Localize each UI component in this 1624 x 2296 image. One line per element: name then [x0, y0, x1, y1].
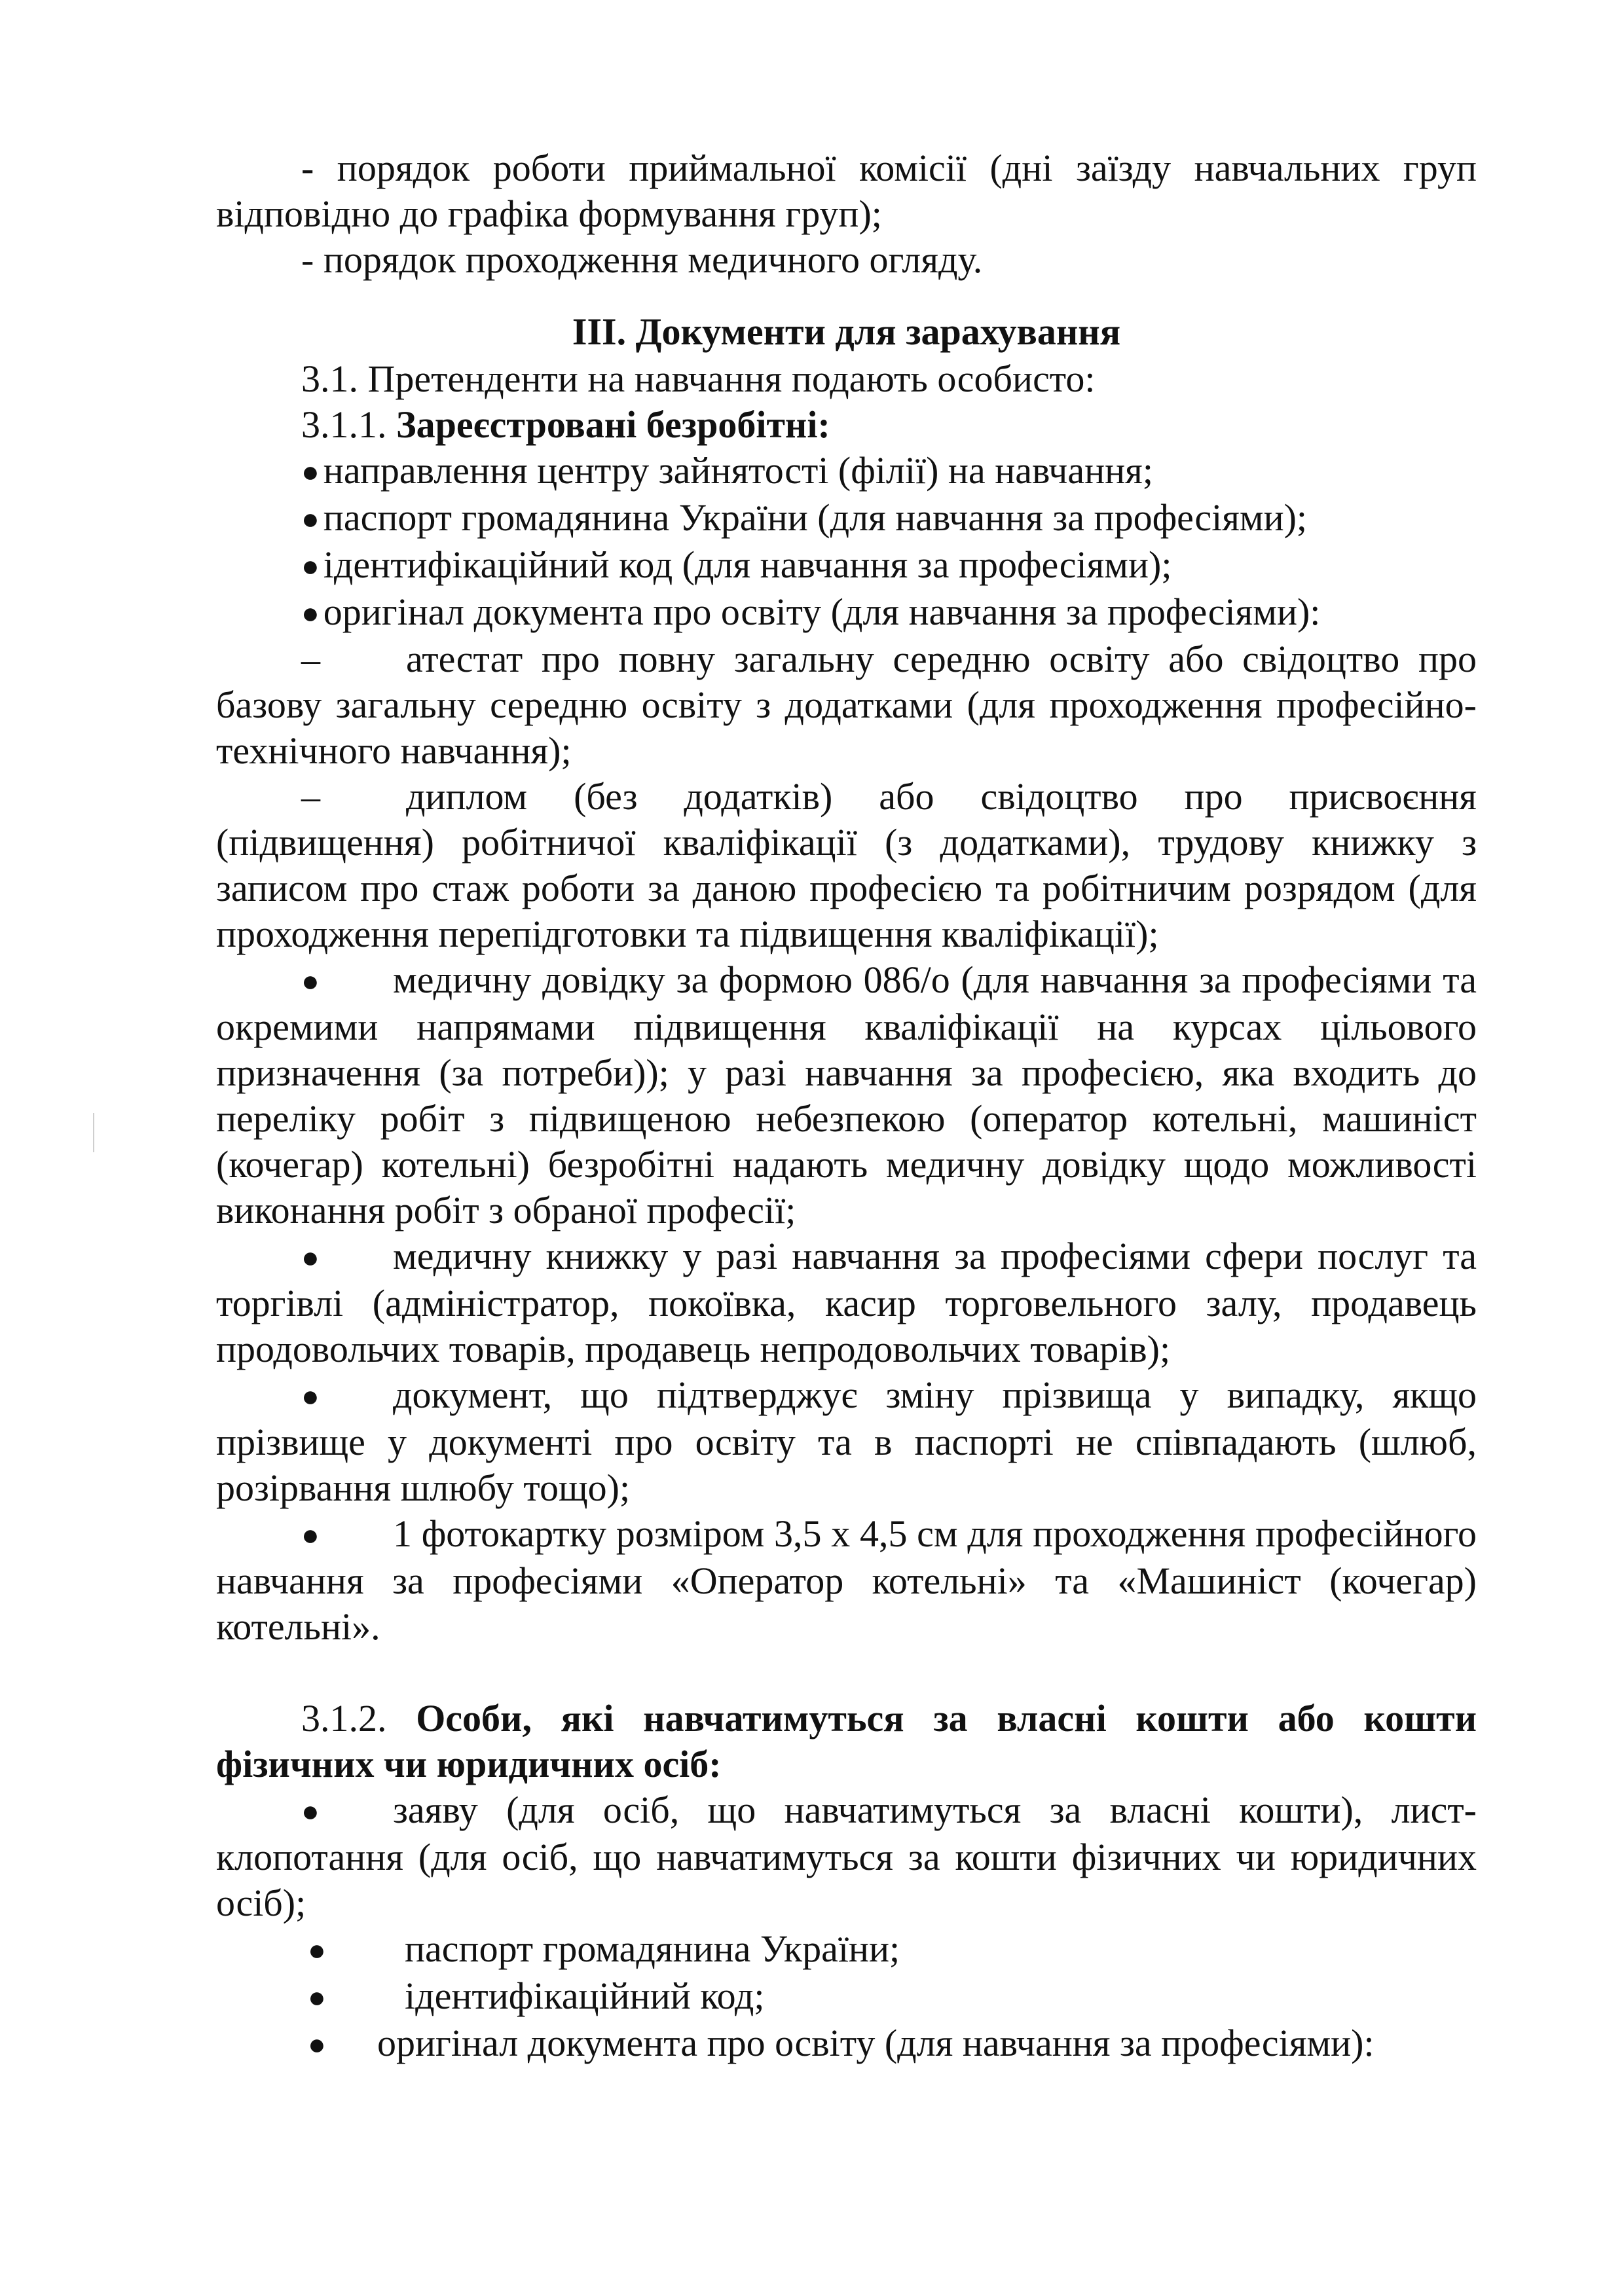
list-item — [216, 1511, 1477, 1650]
document-body — [216, 145, 1477, 2068]
list-item-text: документ, що підтверджує зміну прізвища у випадку, якщо прізвище у документі про освіту та в паспорті не співпадають (шлюб, розірвання шлюбу тощо); — [216, 1374, 1477, 1509]
list-item-text: заяву (для осіб, що навчатимуться за власні кошти), лист-клопотання (для осіб, що навчатимуться за кошти фізичних чи юридичних осіб); — [216, 1789, 1477, 1924]
list-item — [216, 542, 1477, 589]
list-item-text: ідентифікаційний код; — [405, 1975, 765, 2017]
list-item — [216, 1233, 1477, 1372]
clause-3-1-1-number: 3.1.1. — [301, 403, 387, 446]
clause-3-1-2 — [216, 1696, 1477, 1787]
dash-item-text: диплом (без додатків) або свідоцтво про присвоєння (підвищення) робітничої кваліфікації (з додатками), трудову книжку з записом про стаж роботи за даною професією та робітничим розрядом (для проходження перепідготовки та підвищення кваліфікації); — [216, 775, 1477, 955]
bullet-icon: ● — [301, 502, 320, 536]
bullet-icon: ● — [301, 596, 320, 630]
bullet-icon: ● — [301, 1795, 320, 1828]
bullet-icon: ● — [301, 455, 320, 488]
bullet-icon: ● — [301, 1241, 320, 1274]
bullet-icon: ● — [308, 1980, 326, 2014]
list-item-text: направлення центру зайнятості (філії) на навчання; — [323, 449, 1153, 492]
bullet-icon: ● — [308, 2028, 326, 2061]
list-item — [216, 448, 1477, 495]
intro-item-medical: - порядок проходження медичного огляду. — [301, 238, 983, 281]
bullet-icon: ● — [301, 1379, 320, 1413]
list-item-text: медичну книжку у разі навчання за професіями сфери послуг та торгівлі (адміністратор, покоївка, касир торговельного залу, продавець продовольчих товарів, продавець непродовольчих товарів); — [216, 1235, 1477, 1370]
list-item-text: 1 фотокартку розміром 3,5 х 4,5 см для проходження професійного навчання за професіями «Оператор котельні» та «Машиніст (кочегар) котельні». — [216, 1512, 1477, 1648]
list-item — [216, 1926, 1477, 1973]
bullet-icon: ● — [308, 1933, 326, 1967]
bullet-icon: ● — [301, 1518, 320, 1552]
section-heading: ІІІ. Документи для зарахування — [572, 310, 1121, 353]
clause-3-1-1 — [216, 402, 1477, 448]
clause-3-1: 3.1. Претенденти на навчання подають особисто: — [301, 357, 1096, 400]
list-item — [216, 495, 1477, 542]
list-item — [216, 957, 1477, 1233]
list-item-text: паспорт громадянина України; — [405, 1927, 900, 1970]
list-item-text: оригінал документа про освіту (для навчання за професіями): — [323, 591, 1321, 633]
bullet-icon: ● — [301, 964, 320, 998]
dash-item-text: атестат про повну загальну середню освіту або свідоцтво про базову загальну середню освіту з додатками (для проходження професійно-технічного навчання); — [216, 638, 1477, 772]
list-item-text: медичну довідку за формою 086/о (для навчання за професіями та окремими напрямами підвищення кваліфікації на курсах цільового призначення (за потреби)); у разі навчання за професією, яка входить до переліку робіт з підвищеною небезпекою (оператор котельні, машиніст (кочегар) котельні) безробітні надають медичну довідку щодо можливості виконання робіт з обраної професії; — [216, 958, 1477, 1231]
dash-item — [216, 774, 1477, 957]
list-item — [216, 589, 1477, 636]
list-item — [216, 1372, 1477, 1511]
bullet-icon: ● — [301, 549, 320, 583]
list-item-text: ідентифікаційний код (для навчання за професіями); — [323, 543, 1172, 586]
list-item — [216, 1787, 1477, 1926]
list-item — [216, 2020, 1477, 2068]
list-item — [216, 1973, 1477, 2020]
scan-margin-mark — [93, 1113, 94, 1152]
intro-item-admissions: - порядок роботи приймальної комісії (дні заїзду навчальних груп відповідно до графіка формування груп); — [216, 147, 1477, 235]
clause-3-1-1-title: Зареєстровані безробітні: — [396, 403, 830, 446]
dash-marker: – — [301, 638, 320, 680]
clause-3-1-2-title: Особи, які навчатимуться за власні кошти або кошти фізичних чи юридичних осіб: — [216, 1697, 1477, 1785]
dash-item — [216, 636, 1477, 774]
list-item-text: паспорт громадянина України (для навчання за професіями); — [323, 496, 1308, 539]
list-item-text: оригінал документа про освіту (для навчання за професіями): — [377, 2022, 1375, 2064]
dash-marker: – — [301, 775, 320, 818]
clause-3-1-2-number: 3.1.2. — [301, 1697, 387, 1740]
